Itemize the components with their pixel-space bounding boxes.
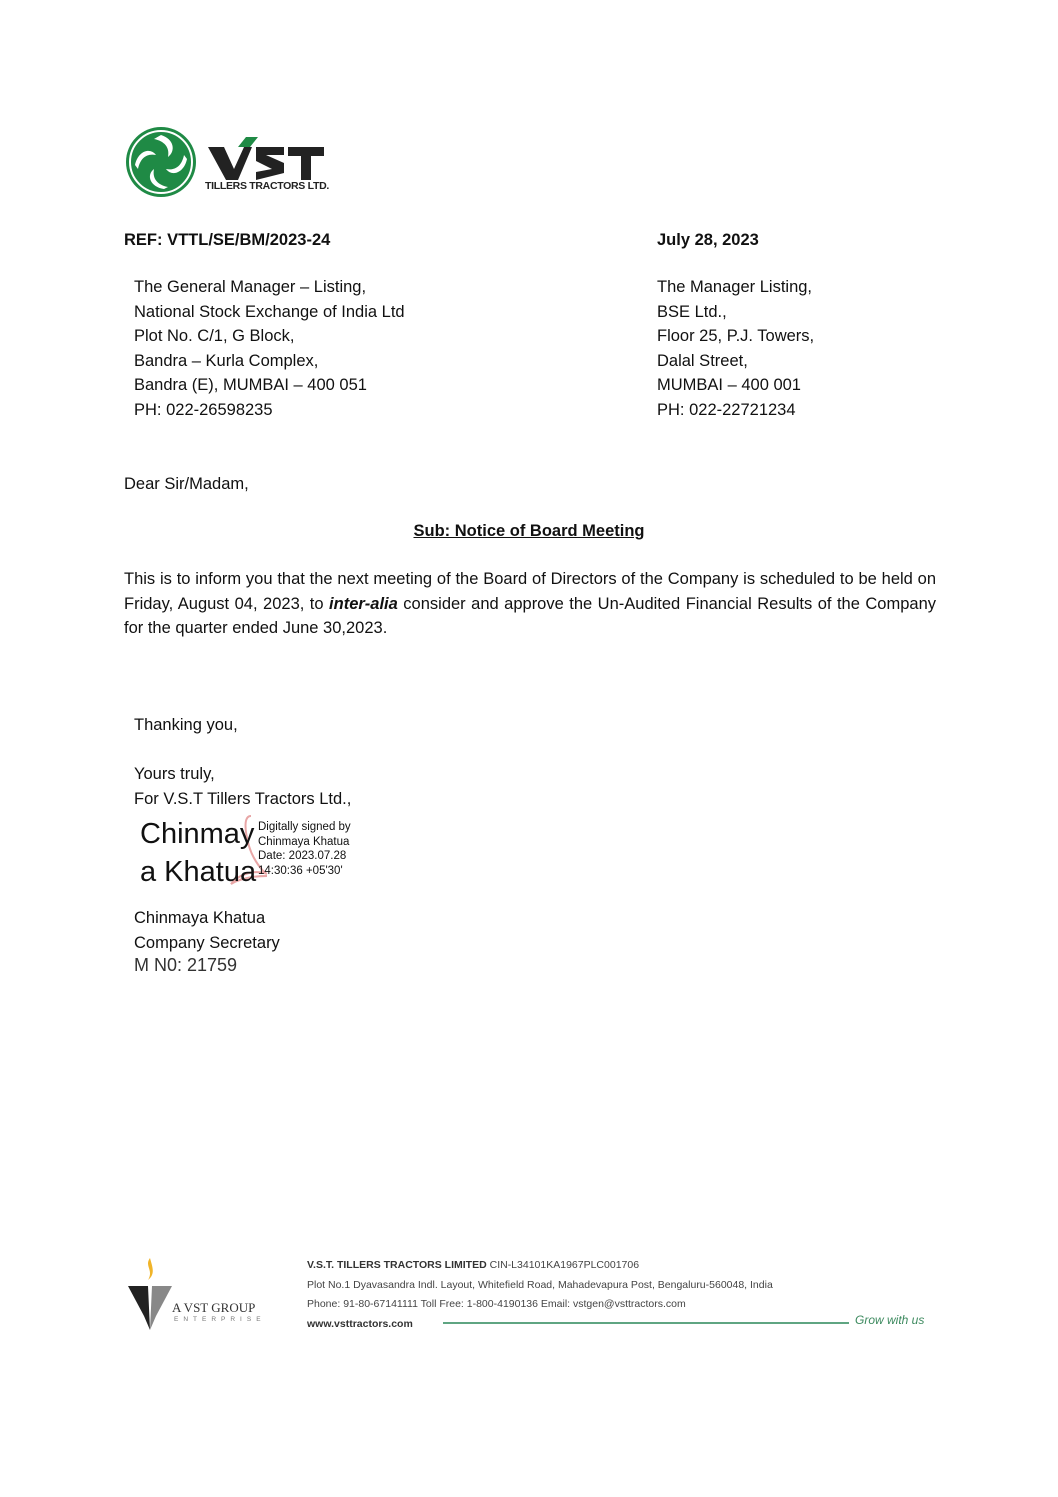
- address-line: National Stock Exchange of India Ltd: [134, 302, 405, 321]
- body-emphasis: inter-alia: [329, 594, 398, 613]
- signature-details: [258, 820, 351, 878]
- address-line: Bandra (E), MUMBAI – 400 051: [134, 376, 367, 394]
- closing-block: [134, 762, 351, 811]
- address-line: PH: 022-22721234: [657, 400, 796, 419]
- footer-company-name: V.S.T. TILLERS TRACTORS LIMITED: [307, 1259, 487, 1271]
- body-text: consider and approve the Un-Audited Financial Results of the Company for the quarter ended June 30,2023.: [124, 594, 936, 637]
- address-line: Plot No. C/1, G Block,: [134, 327, 295, 345]
- subject-line: Sub: Notice of Board Meeting: [413, 522, 645, 540]
- address-line: BSE Ltd.,: [657, 302, 727, 321]
- address-line: Bandra – Kurla Complex,: [134, 351, 319, 370]
- footer-company-line: [307, 1256, 773, 1276]
- address-line: PH: 022-26598235: [134, 400, 273, 419]
- address-line: MUMBAI – 400 001: [657, 376, 801, 394]
- signer-name: Chinmaya Khatua: [134, 909, 266, 927]
- digital-signature: [138, 818, 398, 893]
- address-line: The General Manager – Listing,: [134, 278, 367, 296]
- footer-address: Plot No.1 Dyavasandra Indl. Layout, Whitefield Road, Mahadevapura Post, Bengaluru-560048, India: [307, 1278, 773, 1291]
- closing-line: Yours truly,: [134, 765, 215, 783]
- footer-divider: [443, 1322, 849, 1324]
- reference-number: REF: VTTL/SE/BM/2023-24: [124, 231, 331, 249]
- vst-group-logo: [124, 1254, 284, 1334]
- recipient-nse-address: [134, 275, 405, 422]
- footer-contact: Phone: 91-80-67141111 Toll Free: 1-800-4190136 Email: vstgen@vsttractors.com: [307, 1298, 686, 1311]
- logo-tagline: TILLERS TRACTORS LTD.: [205, 180, 329, 192]
- group-logo-line1: A VST GROUP: [172, 1300, 256, 1315]
- signature-detail-line: Digitally signed by: [258, 821, 351, 833]
- address-line: Dalal Street,: [657, 351, 748, 370]
- signer-title: Company Secretary: [134, 933, 280, 952]
- thanks-line: Thanking you,: [134, 716, 238, 734]
- signature-name-line1: Chinmay: [140, 818, 255, 850]
- closing-line: For V.S.T Tillers Tractors Ltd.,: [134, 789, 352, 808]
- salutation: Dear Sir/Madam,: [124, 475, 249, 493]
- address-line: Floor 25, P.J. Towers,: [657, 327, 815, 345]
- signer-block: [134, 906, 280, 955]
- recipient-bse-address: [657, 275, 814, 422]
- address-line: The Manager Listing,: [657, 278, 813, 296]
- group-logo-line2: ENTERPRISE: [174, 1316, 266, 1323]
- membership-number: M N0: 21759: [134, 955, 238, 975]
- signature-detail-line: 14:30:36 +05'30': [258, 864, 343, 877]
- body-text: This is to inform you that the next meeting of the Board of Directors of the Company is scheduled to be held on Friday, August 04, 2023, to: [124, 570, 936, 613]
- signature-detail-line: Chinmaya Khatua: [258, 835, 350, 848]
- footer-website-link[interactable]: www.vsttractors.com: [307, 1318, 413, 1331]
- footer-cin: CIN-L34101KA1967PLC001706: [486, 1259, 640, 1271]
- body-paragraph: [124, 567, 936, 641]
- footer-slogan: Grow with us: [855, 1313, 925, 1327]
- letter-date: July 28, 2023: [657, 231, 759, 249]
- signature-detail-line: Date: 2023.07.28: [258, 850, 347, 862]
- signature-name-line2: a Khatua: [140, 856, 257, 888]
